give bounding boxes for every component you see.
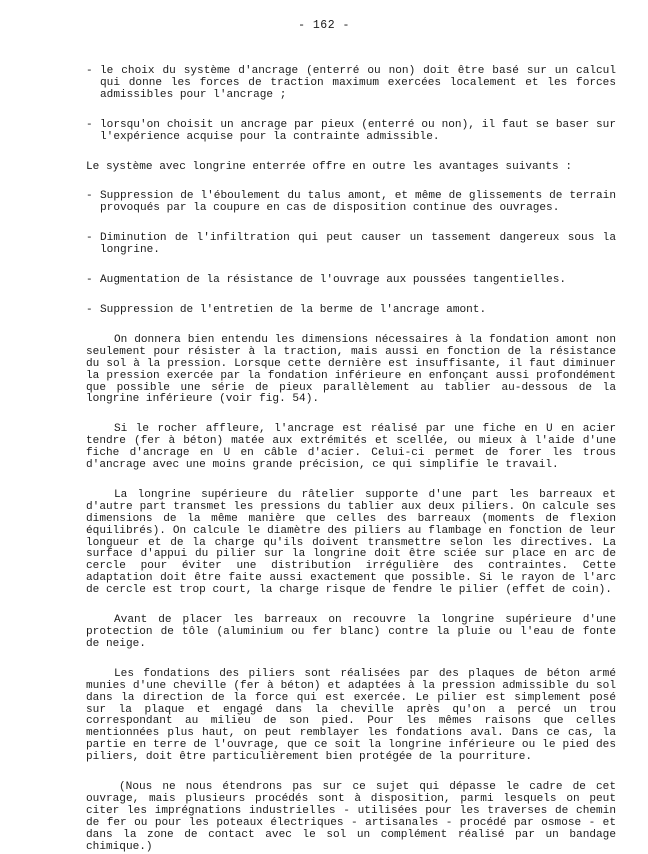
advantage-item — [86, 191, 616, 215]
page-number: - 162 - — [298, 19, 350, 32]
advantages-intro: Le système avec longrine enterrée offre en outre les avantages suivants : — [86, 160, 572, 173]
paragraph-fondations-piliers: Les fondations des piliers sont réalisées par des plaques de béton armé munies d'une cheville (fer à béton) et adaptées à la pression admissible du sol dans la direction de la force qui est exercée. Le pilier est simplement posé sur la plaque et engagé dans la cheville après qu'on a percé un trou correspondant au milieu de son pied. Pour les mêmes raisons que celles mentionnées plus haut, on peut remblayer les fondations aval. Dans ce cas, la partie en terre de l'ouvrage, que ce soit la longrine inférieure ou le pied des piliers, doit être particulièrement bien protégée de la pourriture. — [86, 667, 616, 764]
bullet-text: Suppression de l'entretien de la berme de l'ancrage amont. — [100, 303, 487, 316]
paragraph-protection-tole: Avant de placer les barreaux on recouvre la longrine supérieure d'une protection de tôle (aluminium ou fer blanc) contre la pluie ou l'eau de fonte de neige. — [86, 614, 616, 650]
bullet-item — [86, 120, 616, 144]
bullet-text: lorsqu'on choisit un ancrage par pieux (enterré ou non), il faut se baser sur l'expérience acquise pour la contrainte admissible. — [100, 118, 616, 143]
bullet-dash: - — [86, 232, 93, 245]
advantage-item — [86, 275, 616, 287]
bullet-text: Suppression de l'éboulement du talus amont, et même de glissements de terrain provoqués par la coupure en cas de disposition continue des ouvrages. — [100, 190, 616, 215]
advantage-item — [86, 305, 616, 317]
bullet-dash: - — [86, 274, 93, 287]
bullet-dash: - — [86, 190, 93, 203]
bullet-text: Diminution de l'infiltration qui peut causer un tassement dangereux sous la longrine. — [100, 232, 616, 257]
paragraph-fondation-amont: On donnera bien entendu les dimensions nécessaires à la fondation amont non seulement pour résister à la traction, mais aussi en fonction de la résistance du sol à la pression. Lorsque cette dernière est insuffisante, il faut diminuer la pression exercée par la fondation inférieure en enfonçant aussi profondément que possible une série de pieux parallèlement au tablier au-dessous de la longrine inférieure (voir fig. 54). — [86, 333, 616, 406]
paragraph-note: (Nous ne nous étendrons pas sur ce sujet qui dépasse le cadre de cet ouvrage, mais plusieurs procédés sont à disposition, parmi lesquels on peut citer les imprégnations industrielles - utilisées pour les traverses de chemin de fer ou pour les poteaux électriques - artisanales - procédé par osmose - et dans la zone de contact avec le sol un complément réalisé par un bandage chimique.) — [86, 781, 616, 853]
bullet-item — [86, 66, 616, 102]
bullet-text: le choix du système d'ancrage (enterré ou non) doit être basé sur un calcul qui donne les forces de traction maximum exercées localement et les forces admissibles pour l'ancrage ; — [100, 65, 616, 101]
advantage-item — [86, 233, 616, 257]
bullet-dash: - — [86, 303, 93, 316]
bullet-dash: - — [86, 65, 93, 77]
paragraph-rocher: Si le rocher affleure, l'ancrage est réalisé par une fiche en U en acier tendre (fer à béton) matée aux extrémités et scellée, ou mieux à l'aide d'une fiche d'ancrage en U en câble d'acier. Celui-ci permet de forer les trous d'ancrage avec une moins grande précision, ce qui simplifie le travail. — [86, 423, 616, 472]
bullet-text: Augmentation de la résistance de l'ouvrage aux poussées tangentielles. — [100, 274, 567, 287]
paragraph-longrine-superieure: La longrine supérieure du râtelier supporte d'une part les barreaux et d'autre part transmet les pressions du tablier aux deux piliers. On calcule ses dimensions de la même manière que celles des barreaux (moments de flexion équilibrés). On calcule le diamètre des piliers au flambage en fonction de leur longueur et de la charge qu'ils doivent transmettre selon les directives. La surface d'appui du pilier sur la longrine doit être sciée sur place en arc de cercle pour éviter une distribution irrégulière des contraintes. Cette adaptation doit être faite aussi exactement que possible. Si le rayon de l'arc de cercle est trop court, la charge risque de fendre le pilier (effet de coin). — [86, 488, 616, 597]
bullet-dash: - — [86, 118, 93, 131]
page-content — [86, 66, 616, 854]
